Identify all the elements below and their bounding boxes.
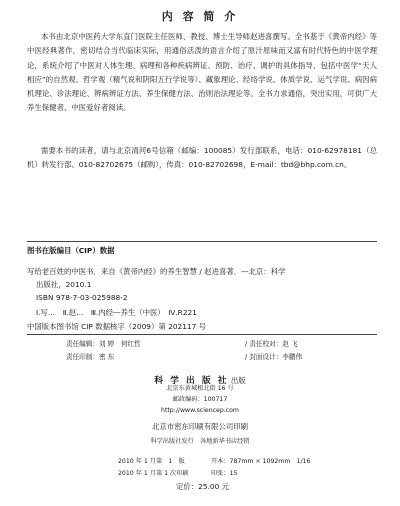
cip-classification: Ⅰ.写… Ⅱ.赵… Ⅲ.内经—养生（中医） Ⅳ.R221 [36,308,197,317]
edition-line: 2010 年 1 月第 1 版 [118,458,185,465]
design-name: 李鹏伟 [282,353,303,361]
proof-label: / 责任校对： [245,340,283,348]
sheets-line: 印张：15 [211,470,238,477]
cip-line-2: 出版社，2010.1 [36,280,92,289]
page-title: 内 容 简 介 [161,10,239,23]
printing-line: 2010 年 1 月第 1 次印刷 [118,470,189,477]
editor-label: 责任编辑： [66,340,99,348]
order-info-paragraph: 需要本书的读者，请与北京清河6号信箱（邮编：100085）发行部联系，电话：010-62978181（总机）转发行部、010-82702675（邮购），传真：010-82702698，E-mail：tbd@bhp.com.cn。 [27,146,377,170]
credit-print [66,351,114,361]
cip-isbn: ISBN 978-7-03-025988-2 [36,293,128,302]
cip-record: 中国版本图书馆 CIP 数据核字（2009）第 202117 号 [27,322,207,331]
publisher-address: 北京东黄城根北街 16 号 [166,385,234,392]
format-line: 开本：787mm × 1092mm 1/16 [211,458,311,465]
cip-line-1: 写给老百姓的中医书．来自《黄帝内经》的养生智慧 / 赵进喜著．—北京：科学 [27,267,286,276]
credit-proofreader [245,338,298,348]
proof-name: 赵 飞 [282,340,298,348]
distributor-line: 科学出版社发行 各地新华书店经销 [150,438,250,445]
cip-heading: 图书在版编目（CIP）数据 [27,246,115,255]
publisher-suffix: 出版 [228,376,246,385]
print-name: 密 东 [98,353,115,361]
credit-cover-design [245,351,302,361]
divider-top [27,241,377,242]
publisher-name: 科 学 出 版 社 [154,376,229,386]
intro-paragraph: 本书由北京中医药大学东直门医院主任医师、教授、博士生导师赵进喜撰写。全书基于《黄帝内经》等中医经典著作，密切结合当代临床实际，用通俗活泼的语言介绍了原汁原味而又富有时代特色的中医学理论，系统介绍了中医对人体生理、病理和各种疾病辨证、预防、治疗、调护的具体指导，包括中医学“天人相应”的自然观、哲学观（精气说和阴阳五行学说等）、藏象理论、经络学说、体质学说、运气学说、病因病机理论、诊法理论、辨病辨证方法、养生保健方法、治则治法理论等。全书力求通俗，突出实用，可供广大养生保健者、中医爱好者阅读。 [27,32,377,113]
price-line: 定价：25.00 元 [176,482,230,491]
credit-editor [66,338,141,348]
printer-line: 北京市密东印刷有限公司印刷 [151,422,249,431]
print-label: 责任印制： [66,353,99,361]
divider-bottom [27,334,377,335]
design-label: / 封面设计： [245,353,283,361]
publisher-postcode: 邮政编码：100717 [172,396,228,403]
publisher-website: http://www.sciencep.com [161,407,239,414]
editor-names: 刘 婷 何红哲 [98,340,141,348]
